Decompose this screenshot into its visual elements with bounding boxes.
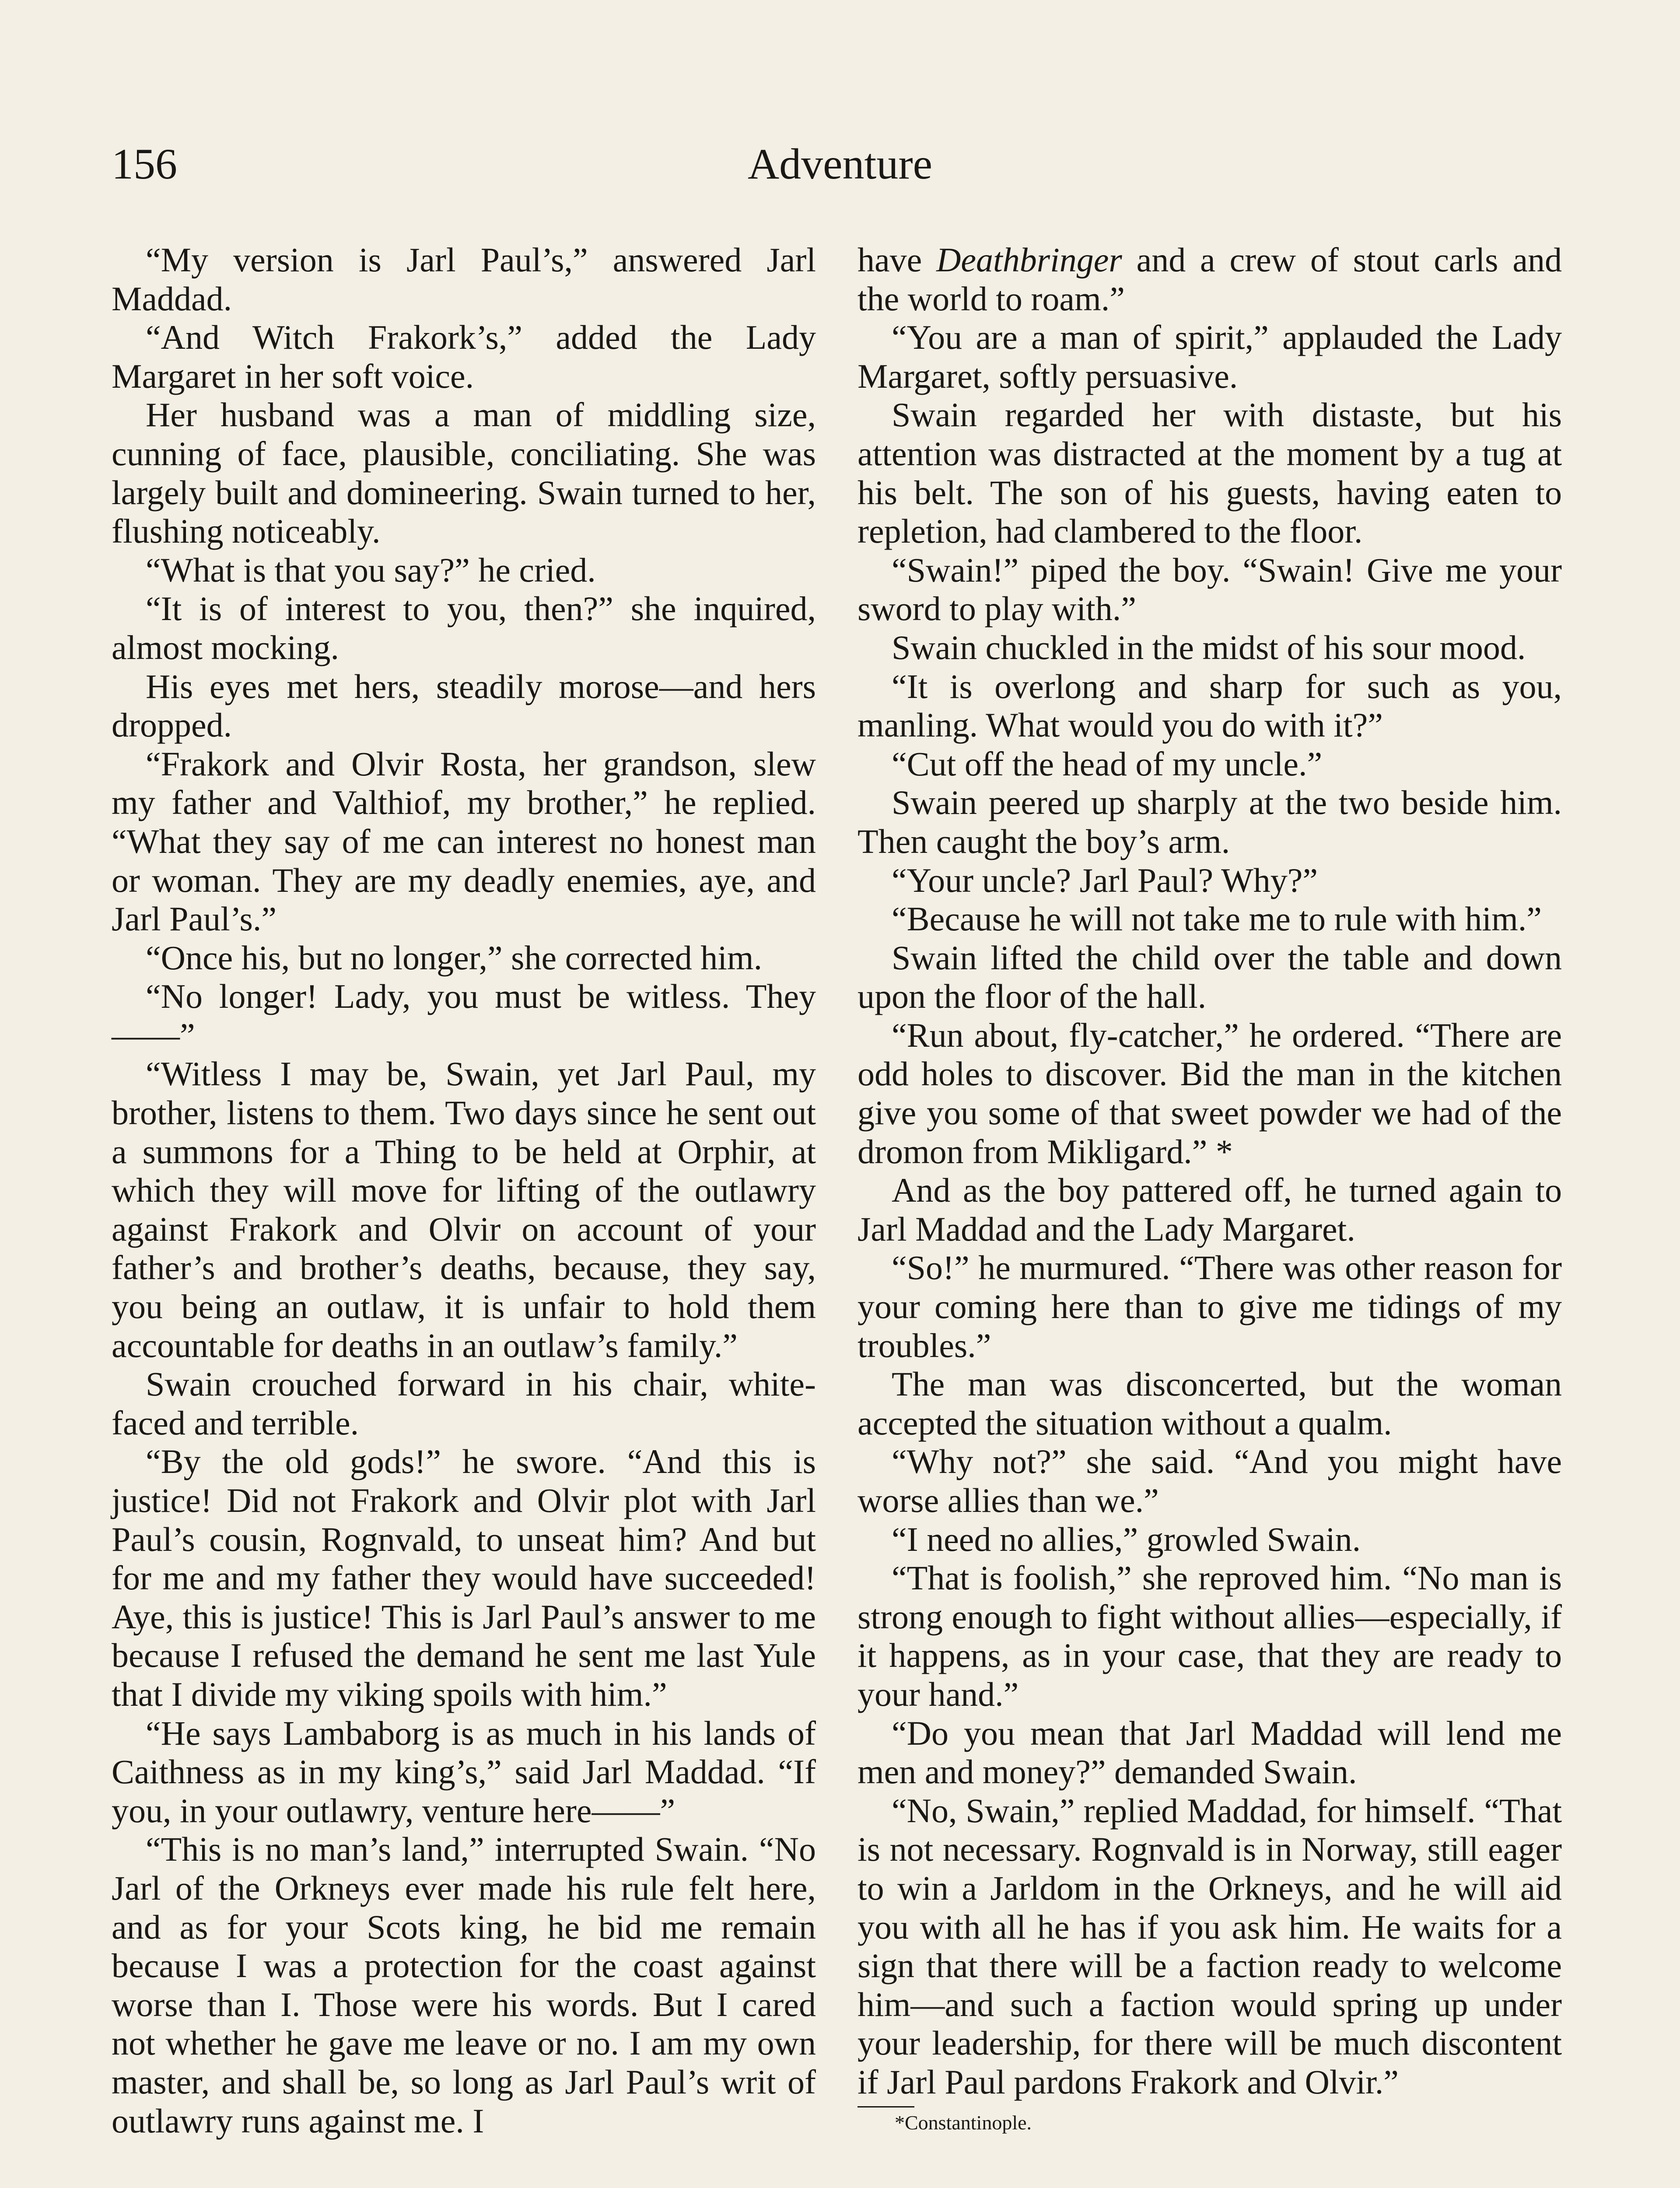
paragraph: “Once his, but no longer,” she corrected him. — [146, 938, 763, 977]
paragraph: “Cut off the head of my uncle.” — [892, 744, 1323, 783]
paragraph: “Witless I may be, Swain, yet Jarl Paul, my brother, listens to them. Two days since he sent out a summons for a Thing to be held at Orphir, at which they will move for lifting of the outlawry against Frakork and Olvir on account of your father’s and brother’s deaths, because, they say, you being an outlaw, it is unfair to hold them accountable for deaths in an outlaw’s family.” — [112, 1055, 816, 1364]
paragraph: The man was disconcerted, but the woman accepted the situation without a qualm. — [858, 1365, 1562, 1442]
paragraph: “That is foolish,” she reproved him. “No man is strong enough to fight without allies—especially, if it happens, as in your case, that they are ready to your hand.” — [858, 1559, 1562, 1713]
paragraph: “My version is Jarl Paul’s,” answered Jarl Maddad. — [112, 241, 816, 318]
footnote: *Constantinople. — [895, 2111, 1032, 2134]
paragraph: “No, Swain,” replied Maddad, for himself. “That is not necessary. Rognvald is in Norway, still eager to win a Jarldom in the Orkneys, and he will aid you with all he has if you ask him. He waits for a sign that there will be a faction ready to welcome him—and such a faction would spring up under your leadership, for there will be much discontent if Jarl Paul pardons Frakork and Olvir.” — [858, 1791, 1562, 2101]
paragraph: “Why not?” she said. “And you might have worse allies than we.” — [858, 1442, 1562, 1519]
paragraph: “This is no man’s land,” interrupted Swain. “No Jarl of the Orkneys ever made his rule felt here, and as for your Scots king, he bid me remain because I was a protection for the coast against worse than I. Those were his words. But I cared not whether he gave me leave or no. I am my own master, and shall be, so long as Jarl Paul’s writ of outlawry runs against me. I — [112, 1830, 816, 2140]
paragraph: “Do you mean that Jarl Maddad will lend me men and money?” demanded Swain. — [858, 1714, 1562, 1791]
paragraph: Swain lifted the child over the table and down upon the floor of the hall. — [858, 938, 1562, 1016]
paragraph: “Swain!” piped the boy. “Swain! Give me your sword to play with.” — [858, 551, 1562, 628]
paragraph: Swain chuckled in the midst of his sour mood. — [892, 628, 1526, 666]
paragraph: “By the old gods!” he swore. “And this is justice! Did not Frakork and Olvir plot with Jarl Paul’s cousin, Rognvald, to unseat him? And but for me and my father they would have succeeded! Aye, this is justice! This is Jarl Paul’s answer to me because I refused the demand he sent me last Yule that I divide my viking spoils with him.” — [112, 1442, 816, 1713]
right-column — [858, 241, 1562, 2136]
paragraph: “Your uncle? Jarl Paul? Why?” — [892, 861, 1318, 899]
paragraph: “No longer! Lady, you must be witless. They——” — [112, 977, 816, 1054]
paragraph: “You are a man of spirit,” applauded the Lady Margaret, softly persuasive. — [858, 318, 1562, 395]
emphasis: Deathbringer — [936, 241, 1122, 279]
paragraph: “What is that you say?” he cried. — [146, 551, 596, 589]
paragraph: “I need no allies,” growled Swain. — [892, 1520, 1361, 1558]
paragraph: Her husband was a man of middling size, cunning of face, plausible, conciliating. She was largely built and domineering. Swain turned to her, flushing noticeably. — [112, 396, 816, 551]
paragraph: Swain regarded her with distaste, but his attention was distracted at the moment by a tug at his belt. The son of his guests, having eaten to repletion, had clambered to the floor. — [858, 396, 1562, 551]
left-column — [112, 241, 816, 2140]
paragraph: Swain peered up sharply at the two beside him. Then caught the boy’s arm. — [858, 783, 1562, 860]
paragraph: Swain crouched forward in his chair, white-faced and terrible. — [112, 1365, 816, 1442]
footnote-rule — [858, 2106, 914, 2107]
paragraph: have Deathbringer and a crew of stout carls and the world to roam.” — [858, 241, 1562, 318]
paragraph: “Because he will not take me to rule with him.” — [892, 900, 1542, 938]
running-head-title: Adventure — [747, 140, 933, 188]
paragraph: “He says Lambaborg is as much in his lands of Caithness as in my king’s,” said Jarl Maddad. “If you, in your outlawry, venture here——” — [112, 1714, 816, 1830]
paragraph: “And Witch Frakork’s,” added the Lady Margaret in her soft voice. — [112, 318, 816, 395]
paragraph: And as the boy pattered off, he turned again to Jarl Maddad and the Lady Margaret. — [858, 1171, 1562, 1248]
paragraph: “It is overlong and sharp for such as you, manling. What would you do with it?” — [858, 667, 1562, 744]
page-number: 156 — [112, 140, 177, 188]
paragraph: “It is of interest to you, then?” she inquired, almost mocking. — [112, 589, 816, 666]
paragraph: “So!” he murmured. “There was other reason for your coming here than to give me tidings of my troubles.” — [858, 1248, 1562, 1364]
paragraph: “Run about, fly-catcher,” he ordered. “There are odd holes to discover. Bid the man in the kitchen give you some of that sweet powder we had of the dromon from Mikligard.” * — [858, 1016, 1562, 1171]
paragraph: His eyes met hers, steadily morose—and hers dropped. — [112, 667, 816, 744]
paragraph: “Frakork and Olvir Rosta, her grandson, slew my father and Valthiof, my brother,” he replied. “What they say of me can interest no honest man or woman. They are my deadly enemies, aye, and Jarl Paul’s.” — [112, 744, 816, 938]
